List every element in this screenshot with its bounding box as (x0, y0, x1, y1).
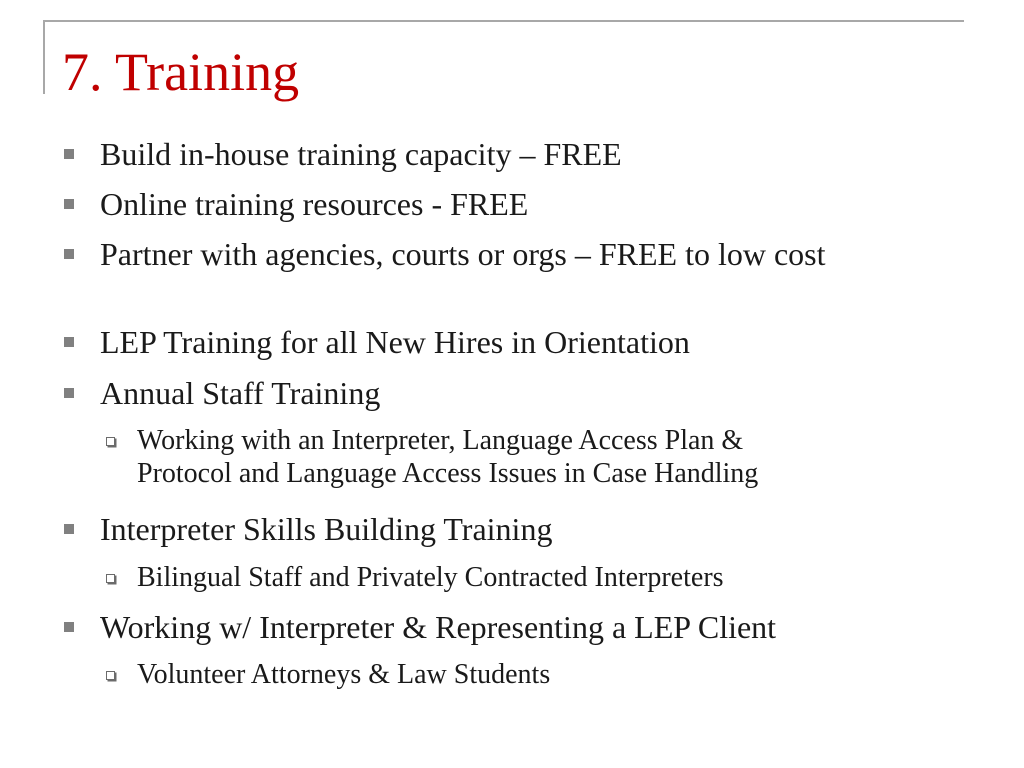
bullet-item (100, 509, 552, 549)
sub-bullet-item (137, 658, 550, 691)
sub-bullet-text-continued: Protocol and Language Access Issues in Case Handling (137, 458, 759, 489)
slide-title: 7. Training (62, 42, 300, 102)
sub-bullet-text: Working with an Interpreter, Language Access Plan & (137, 425, 744, 456)
square-bullet-icon (64, 524, 74, 534)
bullet-text: Build in-house training capacity – FREE (100, 136, 622, 172)
bullet-text: Working w/ Interpreter & Representing a LEP Client (100, 609, 777, 645)
bullet-text: Partner with agencies, courts or orgs – FREE to low cost (100, 236, 826, 272)
square-bullet-icon (64, 199, 74, 209)
bullet-item (100, 184, 528, 224)
hollow-square-bullet-icon (106, 671, 115, 680)
sub-bullet-item (137, 424, 758, 490)
bullet-item (100, 322, 690, 362)
bullet-item (100, 373, 380, 413)
bullet-text: Online training resources - FREE (100, 186, 529, 222)
square-bullet-icon (64, 337, 74, 347)
sub-bullet-text: Volunteer Attorneys & Law Students (137, 659, 551, 690)
bullet-item (100, 234, 826, 274)
frame-left-line (43, 20, 45, 94)
bullet-text: Annual Staff Training (100, 375, 381, 411)
bullet-item (100, 607, 776, 647)
sub-bullet-text: Bilingual Staff and Privately Contracted Interpreters (137, 562, 724, 593)
frame-top-line (43, 20, 964, 22)
square-bullet-icon (64, 388, 74, 398)
hollow-square-bullet-icon (106, 437, 115, 446)
sub-bullet-item (137, 561, 724, 594)
bullet-text: Interpreter Skills Building Training (100, 511, 553, 547)
square-bullet-icon (64, 622, 74, 632)
bullet-text: LEP Training for all New Hires in Orientation (100, 324, 690, 360)
bullet-item (100, 134, 622, 174)
square-bullet-icon (64, 249, 74, 259)
hollow-square-bullet-icon (106, 574, 115, 583)
square-bullet-icon (64, 149, 74, 159)
